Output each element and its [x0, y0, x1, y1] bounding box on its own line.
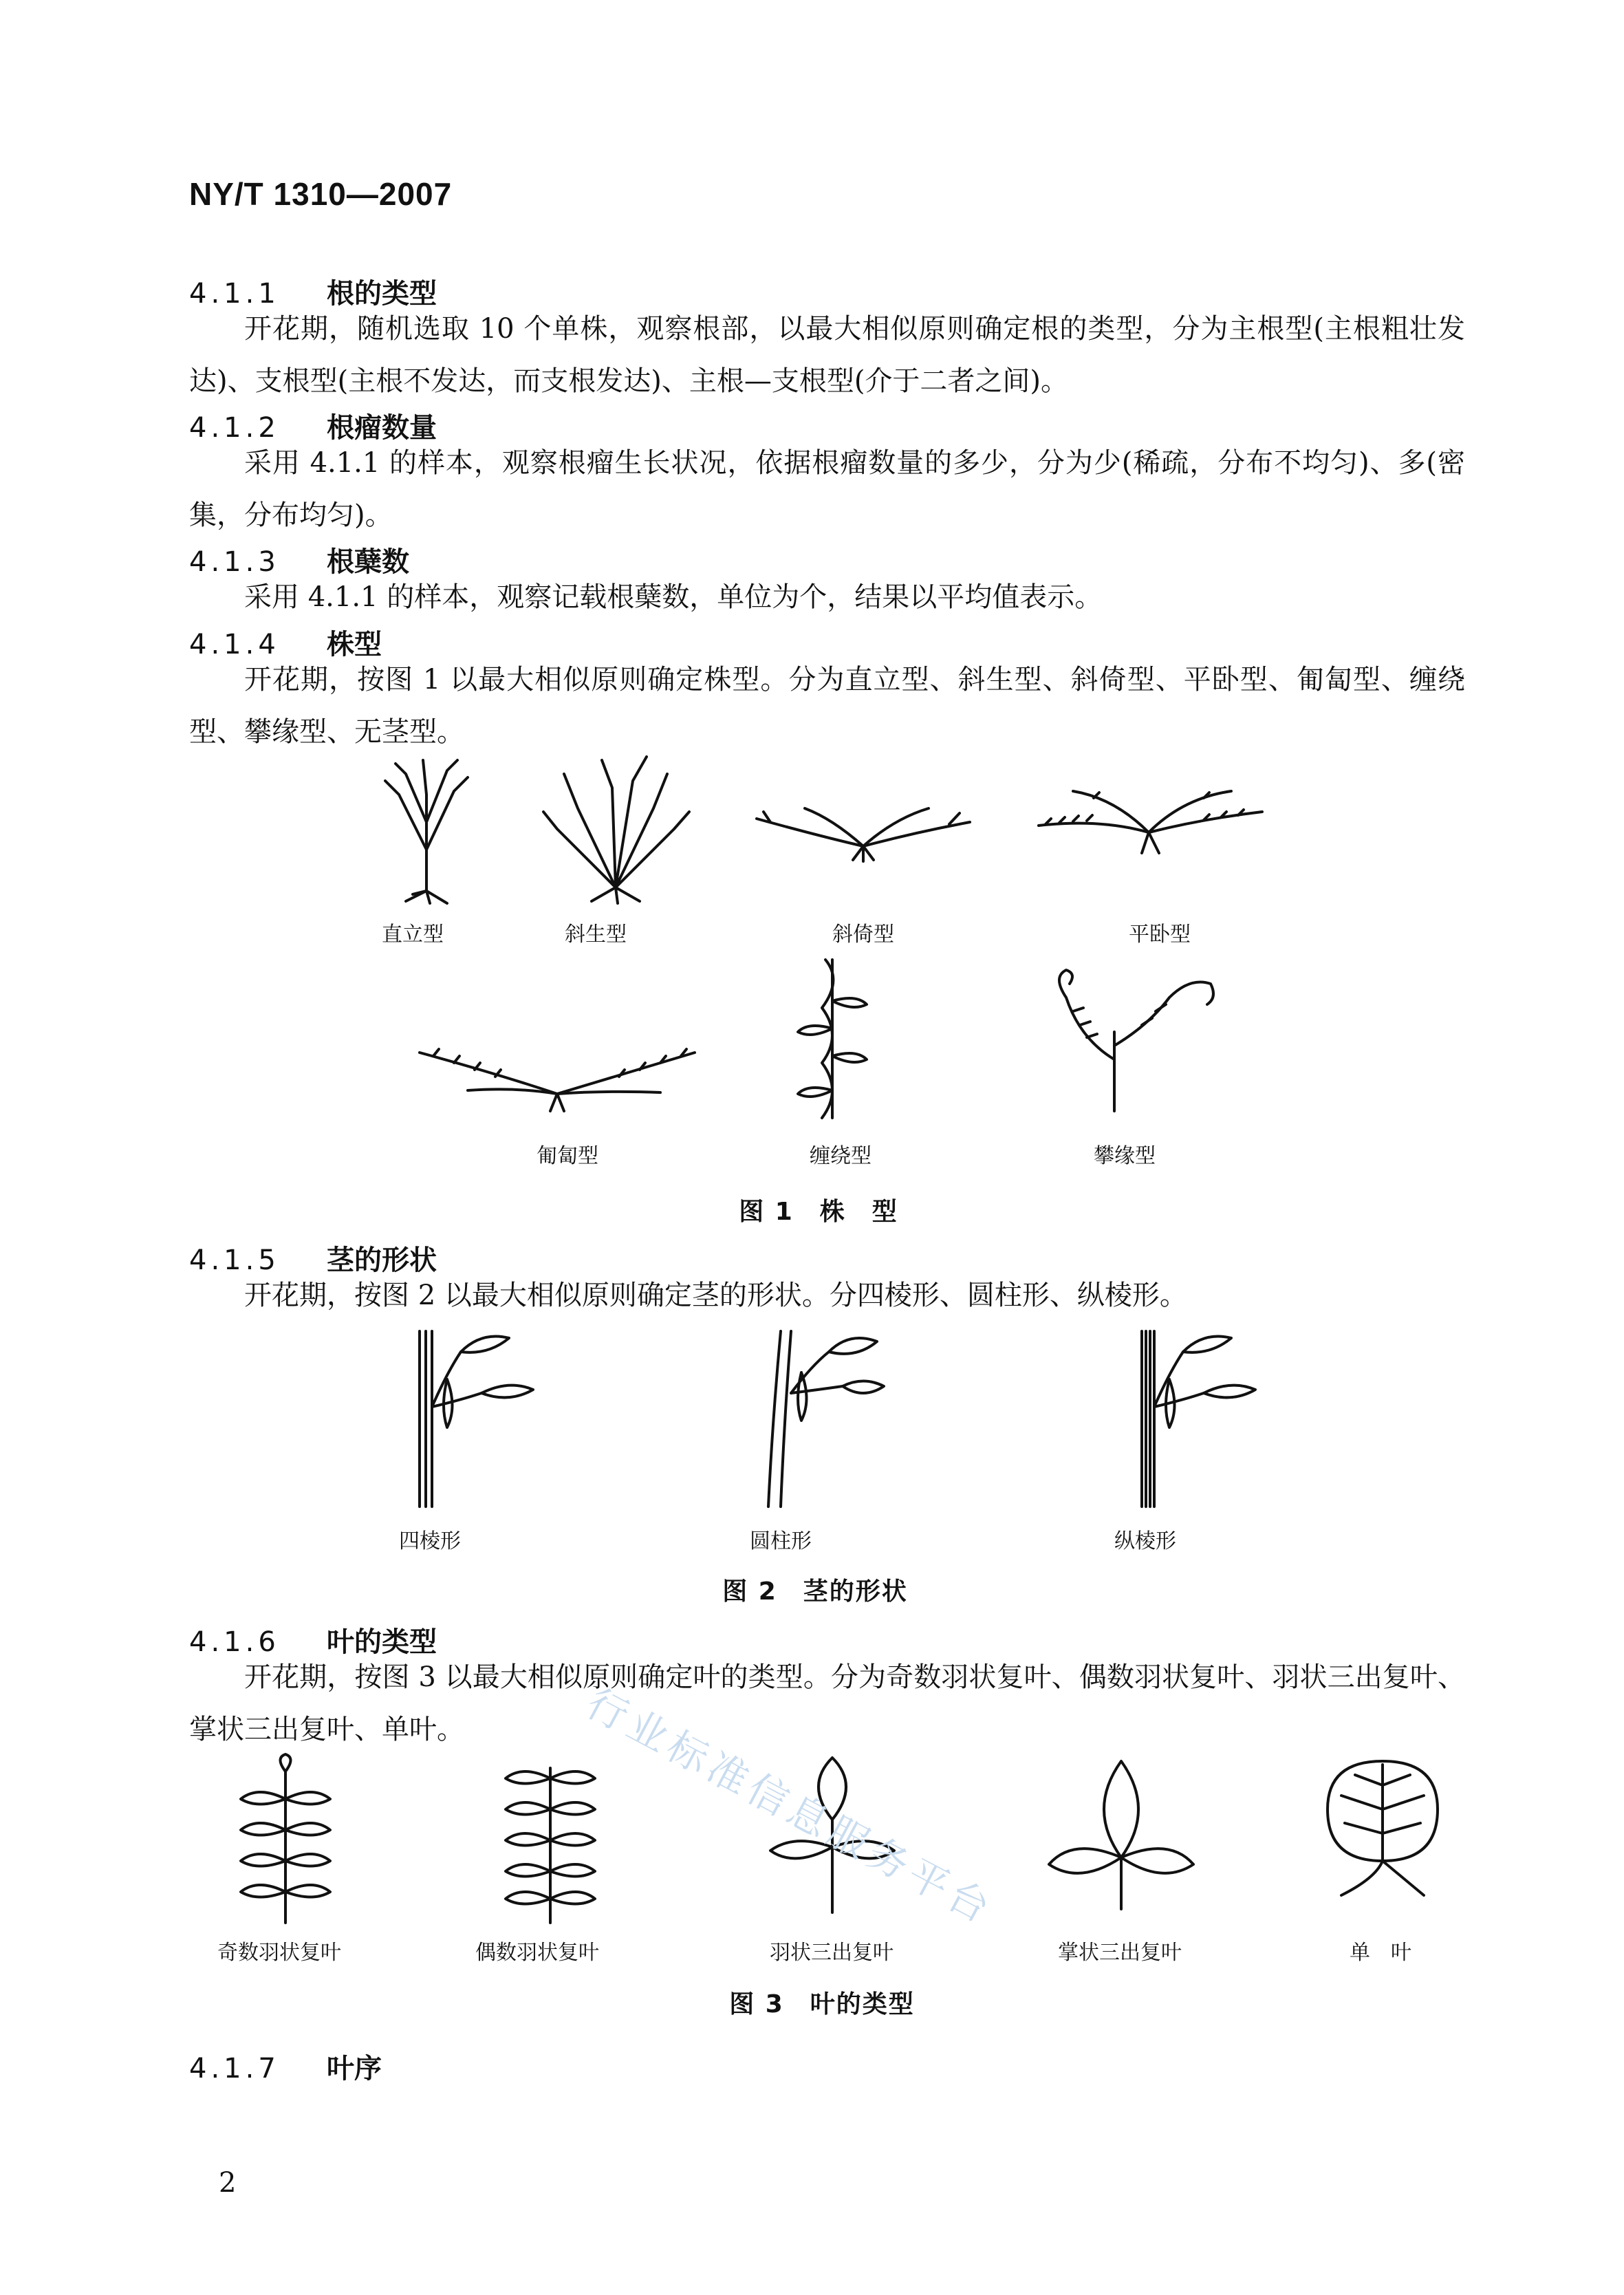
- page-number: 2: [219, 2167, 237, 2199]
- figure2-caption: 图 2 茎的形状: [722, 1577, 908, 1606]
- plant-prostrate-illustration: [1032, 777, 1266, 874]
- section-title: 叶序: [327, 2053, 382, 2084]
- figure3-label-pinnate-trifoliate: 羽状三出复叶: [770, 1941, 894, 1965]
- figure1-label-erect: 直立型: [382, 923, 444, 947]
- figure2-label-cylindrical: 圆柱形: [750, 1529, 812, 1553]
- stem-quadrangular-illustration: [406, 1324, 543, 1510]
- figure3-label-even-pinnate: 偶数羽状复叶: [475, 1941, 599, 1965]
- figure1-label-decumbent: 斜倚型: [832, 923, 894, 947]
- figure3-label-simple: 单 叶: [1350, 1941, 1411, 1965]
- section-body-4-1-5: 开花期，按图 2 以最大相似原则确定茎的形状。分四棱形、圆柱形、纵棱形。: [244, 1280, 1187, 1311]
- stem-cylindrical-illustration: [753, 1324, 891, 1510]
- plant-twining-illustration: [791, 953, 874, 1125]
- section-title: 株型: [327, 629, 382, 660]
- watermark: 行业标准信息服务平台: [578, 1679, 1002, 1935]
- figure2-label-quadrangular: 四棱形: [399, 1529, 461, 1553]
- section-number: 4.1.6: [189, 1626, 280, 1658]
- section-body-4-1-2: 采用 4.1.1 的样本，观察根瘤生长状况，依据根瘤数量的多少，分为少(稀疏，分布不均匀)、多(密集，分布均匀)。: [189, 447, 1465, 531]
- standard-number: NY/T 1310—2007: [189, 176, 453, 212]
- figure1-caption: 图 1 株 型: [739, 1198, 898, 1226]
- section-number: 4.1.1: [189, 278, 280, 310]
- leaf-palmate-trifoliate-illustration: [1046, 1754, 1197, 1913]
- section-title: 根瘤数量: [327, 412, 437, 444]
- section-number: 4.1.4: [189, 629, 280, 660]
- figure1-label-creeping: 匍匐型: [537, 1144, 598, 1168]
- plant-ascending-illustration: [537, 746, 695, 905]
- plant-decumbent-illustration: [750, 784, 977, 867]
- figure3-label-odd-pinnate: 奇数羽状复叶: [217, 1941, 341, 1965]
- section-title: 根的类型: [327, 278, 437, 310]
- section-body-4-1-4: 开花期，按图 1 以最大相似原则确定株型。分为直立型、斜生型、斜倚型、平卧型、匍匐型、缠绕型、攀缘型、无茎型。: [189, 664, 1465, 748]
- section-number: 4.1.3: [189, 546, 280, 578]
- section-title: 叶的类型: [327, 1626, 437, 1658]
- section-number: 4.1.2: [189, 412, 280, 444]
- section-title: 根蘖数: [327, 546, 409, 578]
- figure1-label-ascending: 斜生型: [565, 923, 627, 947]
- figure1-label-twining: 缠绕型: [810, 1144, 871, 1168]
- section-body-4-1-1: 开花期，随机选取 10 个单株，观察根部，以最大相似原则确定根的类型，分为主根型(主根粗壮发达)、支根型(主根不发达，而支根发达)、主根—支根型(介于二者之间)。: [189, 313, 1465, 397]
- section-title: 茎的形状: [327, 1245, 437, 1276]
- figure1-label-prostrate: 平卧型: [1129, 923, 1191, 947]
- figure3-label-palmate-trifoliate: 掌状三出复叶: [1058, 1941, 1182, 1965]
- leaf-simple-illustration: [1314, 1758, 1451, 1909]
- plant-climbing-illustration: [1039, 956, 1224, 1114]
- section-body-4-1-3: 采用 4.1.1 的样本，观察记载根蘖数，单位为个，结果以平均值表示。: [244, 581, 1103, 613]
- leaf-even-pinnate-illustration: [502, 1758, 598, 1930]
- plant-creeping-illustration: [413, 1025, 702, 1121]
- figure2-label-longitudinal-ribbed: 纵棱形: [1114, 1529, 1176, 1553]
- plant-erect-illustration: [365, 753, 488, 905]
- section-heading-4-1-7: [189, 2047, 382, 2086]
- section-body-4-1-6: 开花期，按图 3 以最大相似原则确定叶的类型。分为奇数羽状复叶、偶数羽状复叶、羽状三出复叶、掌状三出复叶、单叶。: [189, 1661, 1465, 1745]
- figure3-caption: 图 3 叶的类型: [729, 1990, 915, 2018]
- section-number: 4.1.7: [189, 2053, 280, 2084]
- stem-longitudinal-ribbed-illustration: [1128, 1324, 1266, 1510]
- section-number: 4.1.5: [189, 1245, 280, 1276]
- leaf-odd-pinnate-illustration: [237, 1758, 334, 1930]
- figure1-label-climbing: 攀缘型: [1094, 1144, 1156, 1168]
